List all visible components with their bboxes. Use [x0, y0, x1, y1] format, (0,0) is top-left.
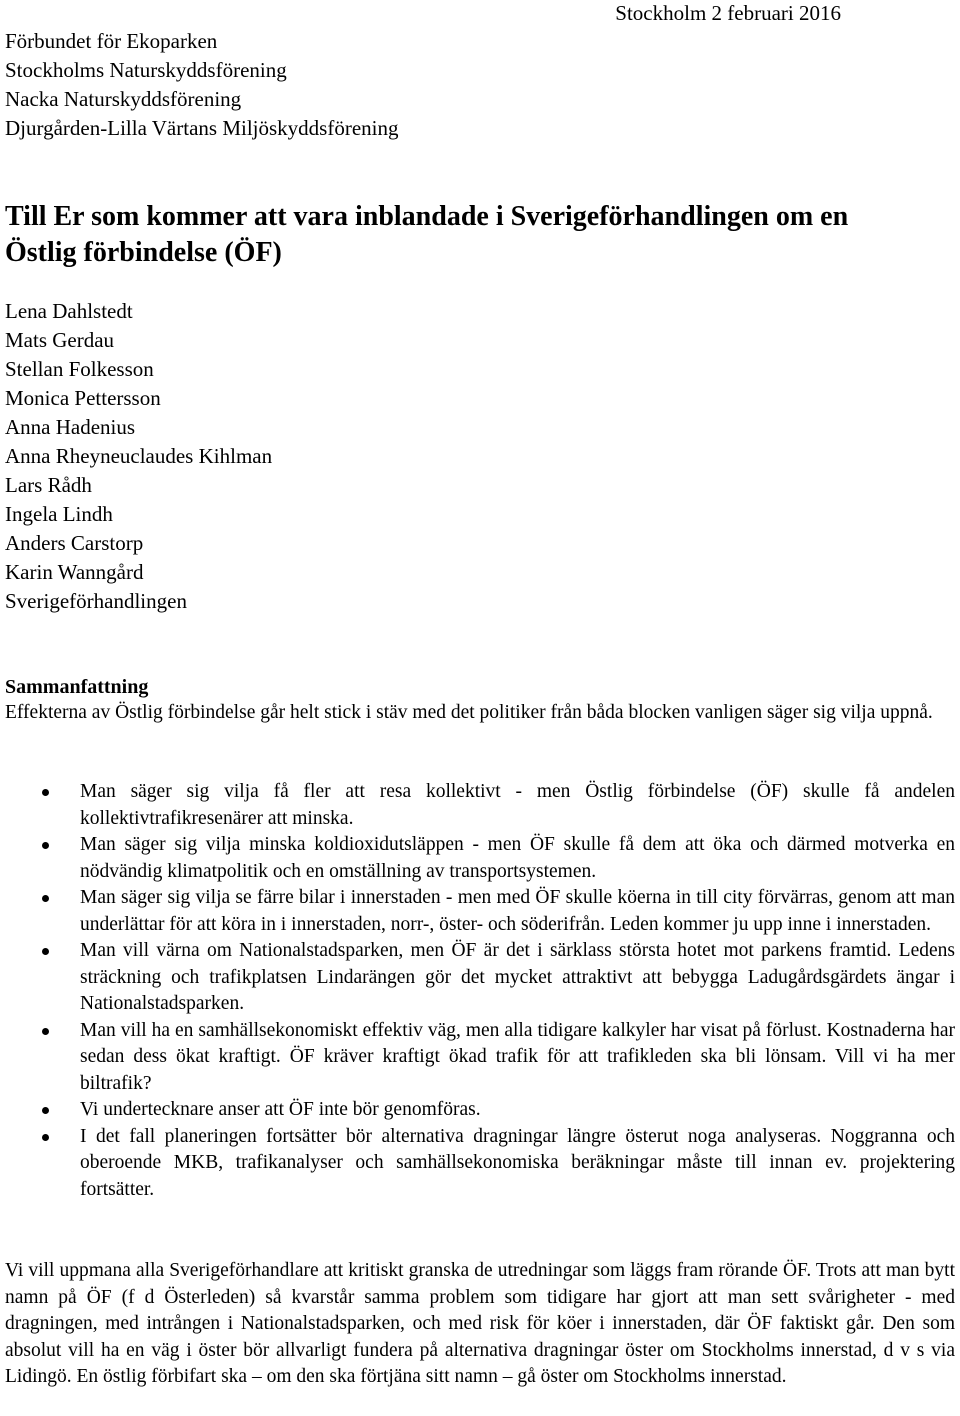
recipient-list	[5, 297, 272, 616]
list-item	[5, 1018, 955, 1098]
sender-line: Förbundet för Ekoparken	[5, 29, 218, 53]
list-item	[5, 779, 955, 832]
bullet-icon	[42, 789, 49, 796]
recipient-name: Anna Hadenius	[5, 415, 136, 439]
bullet-icon	[42, 895, 49, 902]
closing-paragraph: Vi vill uppmana alla Sverigeförhandlare att kritiskt granska de utredningar som läggs fram rörande ÖF. Trots att man bytt namn på ÖF (f d Österleden) så kvarstår samma problem som tidigare har gjort att man sett svårigheter - med dragningen, med intrången i Nationalstadsparken, och med risk för köer i innerstaden, där ÖF faktiskt går. Den som absolut vill ha en väg i öster bör allvarligt fundera på alternativa dragningar öster om Stockholms innerstad, d v s via Lidingö. En östlig förbifart ska – om den ska förtjäna sitt namn – gå öster om Stockholms innerstad.	[5, 1260, 955, 1387]
list-item	[5, 832, 955, 885]
bullet-text: Man vill ha en samhällsekonomiskt effektiv väg, men alla tidigare kalkyler har visat på förlust. Kostnaderna har sedan dess ökat kraftigt. ÖF kräver kraftigt ökad trafik för att trafikleden ska bli lönsam. Vill vi ha mer biltrafik?	[80, 1019, 955, 1094]
summary-title: Sammanfattning	[5, 676, 149, 698]
bullet-icon	[42, 842, 49, 849]
recipient-name: Mats Gerdau	[5, 328, 115, 352]
letter-date: Stockholm 2 februari 2016	[615, 1, 841, 25]
sender-line: Stockholms Naturskyddsförening	[5, 58, 287, 82]
letter-heading: Till Er som kommer att vara inblandade i Sverigeförhandlingen om en Östlig förbindelse (ÖF)	[5, 201, 849, 268]
bullet-list	[5, 779, 955, 1203]
sender-organizations	[5, 27, 398, 143]
list-item	[5, 1124, 955, 1204]
bullet-icon	[42, 1134, 49, 1141]
recipient-name: Monica Pettersson	[5, 386, 161, 410]
sender-line: Djurgården-Lilla Värtans Miljöskyddsförening	[5, 116, 399, 140]
list-item	[5, 938, 955, 1018]
bullet-text: Man vill värna om Nationalstadsparken, men ÖF är det i särklass största hotet mot parkens framtid. Ledens sträckning och trafikplatsen Lindarängen gör det mycket attraktivt att bebygga Ladugårdsgärdets ängar i Nationalstadsparken.	[80, 940, 955, 1014]
recipient-name: Stellan Folkesson	[5, 357, 154, 381]
bullet-text: Man säger sig vilja se färre bilar i innerstaden - men med ÖF skulle köerna in till city förvärras, genom att man underlättar för att köra in i innerstaden, norr-, öster- och söderifrån. Leden kommer ju upp inne i innerstaden.	[80, 887, 955, 935]
summary-intro: Effekterna av Östlig förbindelse går helt stick i stäv med det politiker från båda blocken vanligen säger sig vilja uppnå.	[5, 702, 933, 723]
recipient-name: Karin Wanngård	[5, 560, 144, 584]
list-item	[5, 1097, 955, 1124]
bullet-text: Man säger sig vilja få fler att resa kollektivt - men Östlig förbindelse (ÖF) skulle få andelen kollektivtrafikresenärer att minska.	[80, 781, 955, 829]
bullet-text: Man säger sig vilja minska koldioxidutsläppen - men ÖF skulle få dem att öka och därmed motverka en nödvändig klimatpolitik och en omställning av transportsystemen.	[80, 834, 955, 882]
bullet-icon	[42, 1107, 49, 1114]
recipient-name: Anna Rheyneuclaudes Kihlman	[5, 444, 273, 468]
recipient-name: Ingela Lindh	[5, 502, 113, 526]
recipient-name: Lars Rådh	[5, 473, 92, 497]
recipient-name: Sverigeförhandlingen	[5, 589, 187, 613]
sender-line: Nacka Naturskyddsförening	[5, 87, 242, 111]
recipient-name: Anders Carstorp	[5, 531, 144, 555]
list-item	[5, 885, 955, 938]
bullet-text: I det fall planeringen fortsätter bör alternativa dragningar längre österut noga analyseras. Noggranna och oberoende MKB, trafikanalyser och samhällsekonomiska beräkningar måste till innan ev. projektering fortsätter.	[80, 1125, 955, 1200]
bullet-icon	[42, 1028, 49, 1035]
bullet-text: Vi undertecknare anser att ÖF inte bör genomföras.	[80, 1099, 481, 1120]
recipient-name: Lena Dahlstedt	[5, 299, 133, 323]
bullet-icon	[42, 948, 49, 955]
